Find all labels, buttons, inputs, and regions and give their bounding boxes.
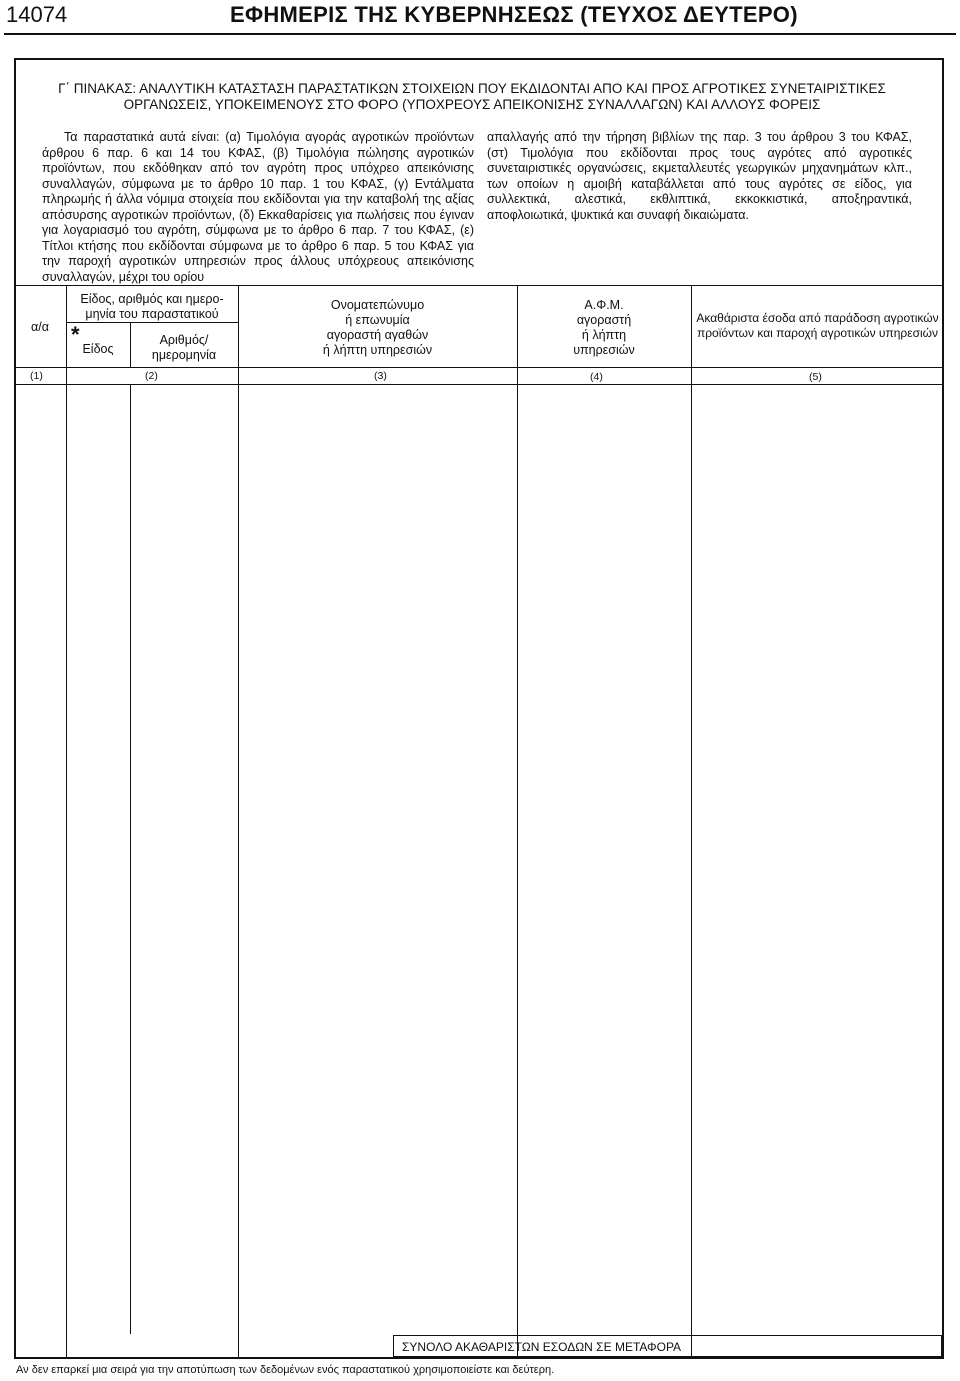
column-number-5: (5) [809, 371, 822, 383]
header-buyer-line3: αγοραστή αγαθών [326, 328, 429, 342]
header-income-line2: προϊόντων και παροχή αγροτικών υπηρεσιών [696, 326, 939, 340]
col-divider-aa [66, 285, 67, 1359]
intro-left-column: Τα παραστατικά αυτά είναι: (α) Τιμολόγια αγοράς αγροτικών προϊόντων άρθρου 6 παρ. 6 και 14 του ΚΦΑΣ, (β) Τιμολόγια πώλησης αγροτικών προϊόντων, που εκδόθηκαν από τον αγρότη προς υπόχρεο απεικόνισης συναλλαγών, σύμφωνα με το άρθρο 10 παρ. 1 του ΚΦΑΣ, (γ) Εντάλματα πληρωμής ή άλλα νόμιμα στοιχεία που εκδίδονται για την καταβολή της αξίας απόσυρσης αγροτικών προϊόντων, (δ) Εκκαθαρίσεις για πωλήσεις που έγιναν για λογαριασμό του αγρότη, σύμφωνα με το άρθρο 6 παρ. 7 του ΚΦΑΣ, (ε) Τίτλοι κτήσης που εκδίδονται σύμφωνα με το άρθρο 6 παρ. 5 του ΚΦΑΣ για την παροχή αγροτικών υπηρεσιών προς άλλους υπόχρεους απεικόνισης συναλλαγών, μέχρι του ορίου [42, 130, 474, 284]
table-top-rule [14, 285, 944, 286]
doc-subheader-rule [66, 322, 238, 323]
col-divider-doc-sub-body [130, 384, 131, 1334]
header-gross-income [691, 311, 944, 341]
header-aa: α/α [31, 320, 49, 334]
col-divider-buyer [517, 285, 518, 1359]
column-number-2: (2) [145, 370, 158, 382]
header-income-line1: Ακαθάριστα έσοδα από παράδοση αγροτικών [696, 311, 939, 325]
journal-title: ΕΦΗΜΕΡΙΣ ΤΗΣ ΚΥΒΕΡΝΗΣΕΩΣ (ΤΕΥΧΟΣ ΔΕΥΤΕΡΟ) [230, 2, 798, 27]
header-rule [4, 33, 956, 35]
column-number-3: (3) [374, 370, 387, 382]
column-number-1: (1) [30, 370, 43, 382]
header-buyer-line1: Ονοματεπώνυμο [330, 298, 425, 312]
header-afm-line3: ή λήπτη [581, 328, 627, 342]
intro-right-column: απαλλαγής από την τήρηση βιβλίων της παρ. 3 του άρθρου 3 του ΚΦΑΣ, (στ) Τιμολόγια που εκδίδονται προς τους αγρότες από αγροτικές συνεταιριστικές οργανώσεις, εκμεταλλευτές γεωργικών μηχανημάτων κλπ., των οποίων η αμοιβή καταβάλλεται από τους αγρότες σε είδος, για συλλεκτικά, αλεστικά, εκθλιπτικά, εκκοκκιστικά, αποξηραντικά, αποφλοιωτικά, ψυκτικά και συναφή δικαιώματα. [487, 130, 912, 222]
table-title-line2: ΟΡΓΑΝΩΣΕΙΣ, ΥΠΟΚΕΙΜΕΝΟΥΣ ΣΤΟ ΦΟΡΟ (ΥΠΟΧΡΕΟΥΣ ΑΠΕΙΚΟΝΙΣΗΣ ΣΥΝΑΛΛΑΓΩΝ) ΚΑΙ ΑΛΛΟΥΣ ΦΟΡΕΙΣ [123, 97, 821, 112]
page-number: 14074 [6, 2, 68, 27]
col-divider-doc [238, 285, 239, 1359]
total-row-label: ΣΥΝΟΛΟ ΑΚΑΘΑΡΙΣΤΩΝ ΕΣΟΔΩΝ ΣΕ ΜΕΤΑΦΟΡΑ [402, 1340, 682, 1354]
column-number-rule [14, 384, 944, 385]
header-document-group [66, 292, 238, 322]
header-bottom-rule [14, 367, 944, 368]
table-title [22, 81, 922, 113]
header-document-number [130, 333, 238, 363]
header-afm-line1: Α.Φ.Μ. [584, 298, 624, 312]
header-afm-line2: αγοραστή [576, 313, 632, 327]
header-afm-line4: υπηρεσιών [573, 343, 635, 357]
header-buyer-name [238, 298, 517, 358]
header-buyer-line2: ή επωνυμία [345, 313, 410, 327]
header-document-number-line1: Αριθμός/ [159, 333, 209, 347]
col-divider-afm [691, 285, 692, 1359]
table-title-line1: Γ΄ ΠΙΝΑΚΑΣ: ΑΝΑΛΥΤΙΚΗ ΚΑΤΑΣΤΑΣΗ ΠΑΡΑΣΤΑΤΙΚΩΝ ΣΤΟΙΧΕΙΩΝ ΠΟΥ ΕΚΔΙΔΟΝΤΑΙ ΑΠΟ ΚΑΙ ΠΡΟΣ ΑΓΡΟΤΙΚΕΣ ΣΥΝΕΤΑΙΡΙΣΤΙΚΕΣ [58, 81, 886, 96]
header-document-asterisk: * [71, 322, 80, 347]
header-document-line1: Είδος, αριθμός και ημερο- [80, 292, 224, 306]
header-afm [517, 298, 691, 358]
header-document-line2: μηνία του παραστατικού [85, 307, 219, 321]
header-buyer-line4: ή λήπτη υπηρεσιών [322, 343, 433, 357]
column-number-4: (4) [590, 371, 603, 383]
header-document-number-line2: ημερομηνία [151, 348, 217, 362]
header-document-type: Είδος [82, 342, 114, 356]
footnote: Αν δεν επαρκεί μια σειρά για την αποτύπωση των δεδομένων ενός παραστατικού χρησιμοποιείστε και δεύτερη. [16, 1364, 555, 1376]
